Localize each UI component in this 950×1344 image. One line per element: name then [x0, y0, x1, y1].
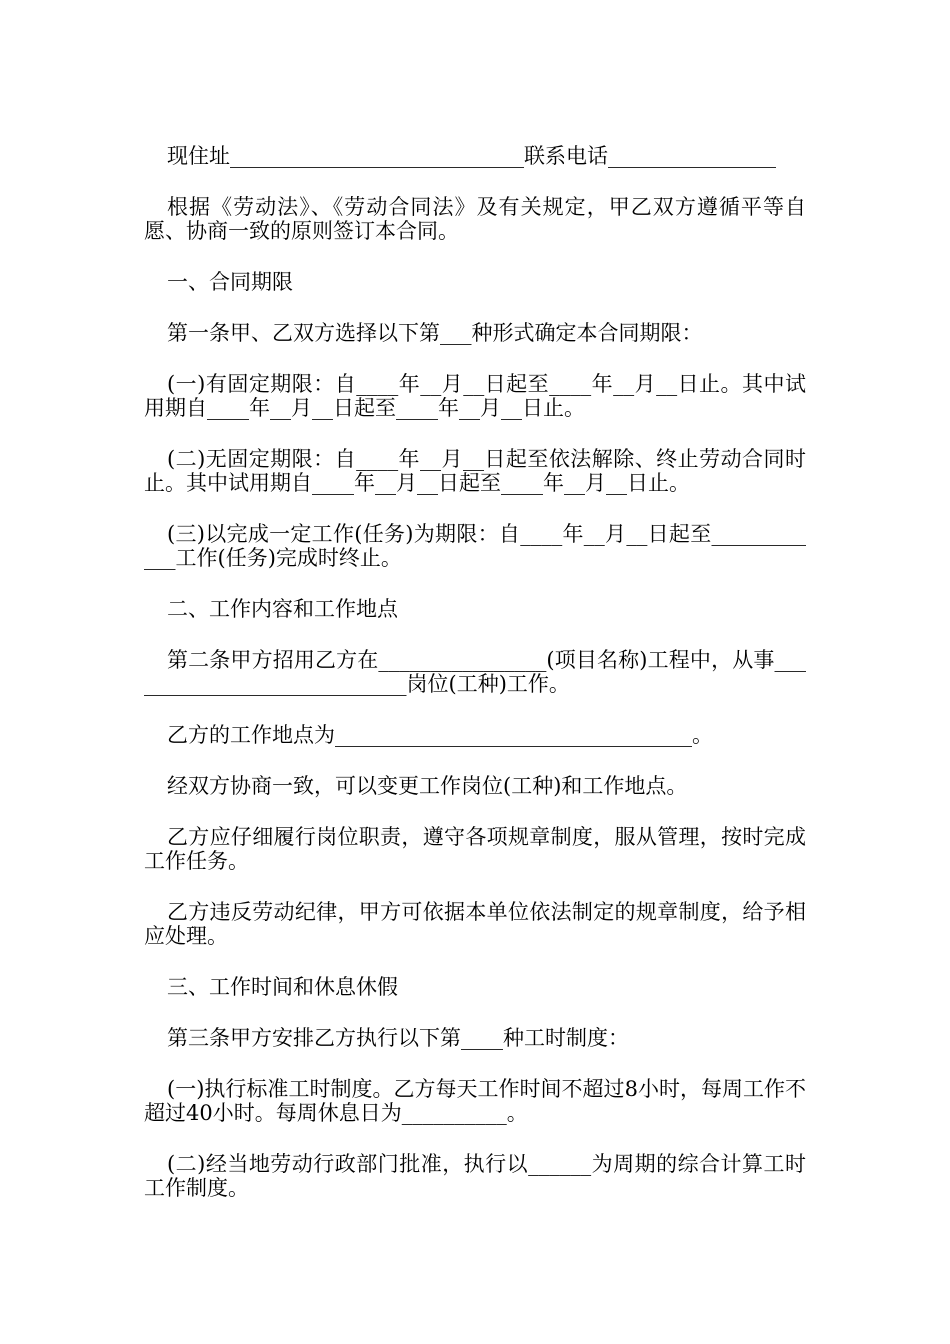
- term-option-task: (三)以完成一定工作(任务)为期限：自____年__月__日起至____________工作(任务)完成时终止。: [144, 522, 806, 570]
- preamble-paragraph: 根据《劳动法》、《劳动合同法》及有关规定，甲乙双方遵循平等自愿、协商一致的原则签订本合同。: [144, 195, 806, 243]
- address-phone-line: 现住址____________________________联系电话________________: [167, 144, 776, 168]
- position-change-clause: 经双方协商一致，可以变更工作岗位(工种)和工作地点。: [167, 774, 688, 798]
- section-heading-working-hours: 三、工作时间和休息休假: [167, 975, 398, 999]
- duties-clause: 乙方应仔细履行岗位职责，遵守各项规章制度，服从管理，按时完成工作任务。: [144, 825, 806, 873]
- term-option-open: (二)无固定期限：自____年__月__日起至依法解除、终止劳动合同时止。其中试用期自____年__月__日起至____年__月__日止。: [144, 447, 806, 495]
- document-body: [144, 144, 806, 1227]
- work-location: 乙方的工作地点为__________________________________。: [167, 723, 713, 747]
- term-option-fixed: (一)有固定期限：自____年__月__日起至____年__月__日止。其中试用期自____年__月__日起至____年__月__日止。: [144, 372, 806, 420]
- article-1: 第一条甲、乙双方选择以下第___种形式确定本合同期限：: [167, 321, 703, 345]
- article-2: 第二条甲方招用乙方在________________(项目名称)工程中，从事____________________________岗位(工种)工作。: [144, 648, 806, 696]
- section-heading-contract-term: 一、合同期限: [167, 270, 293, 294]
- section-heading-work-content: 二、工作内容和工作地点: [167, 597, 398, 621]
- hours-option-comprehensive: (二)经当地劳动行政部门批准，执行以______为周期的综合计算工时工作制度。: [144, 1152, 806, 1200]
- article-3: 第三条甲方安排乙方执行以下第____种工时制度：: [167, 1026, 629, 1050]
- hours-option-standard: (一)执行标准工时制度。乙方每天工作时间不超过8小时，每周工作不超过40小时。每周休息日为__________。: [144, 1077, 806, 1125]
- discipline-clause: 乙方违反劳动纪律，甲方可依据本单位依法制定的规章制度，给予相应处理。: [144, 900, 806, 948]
